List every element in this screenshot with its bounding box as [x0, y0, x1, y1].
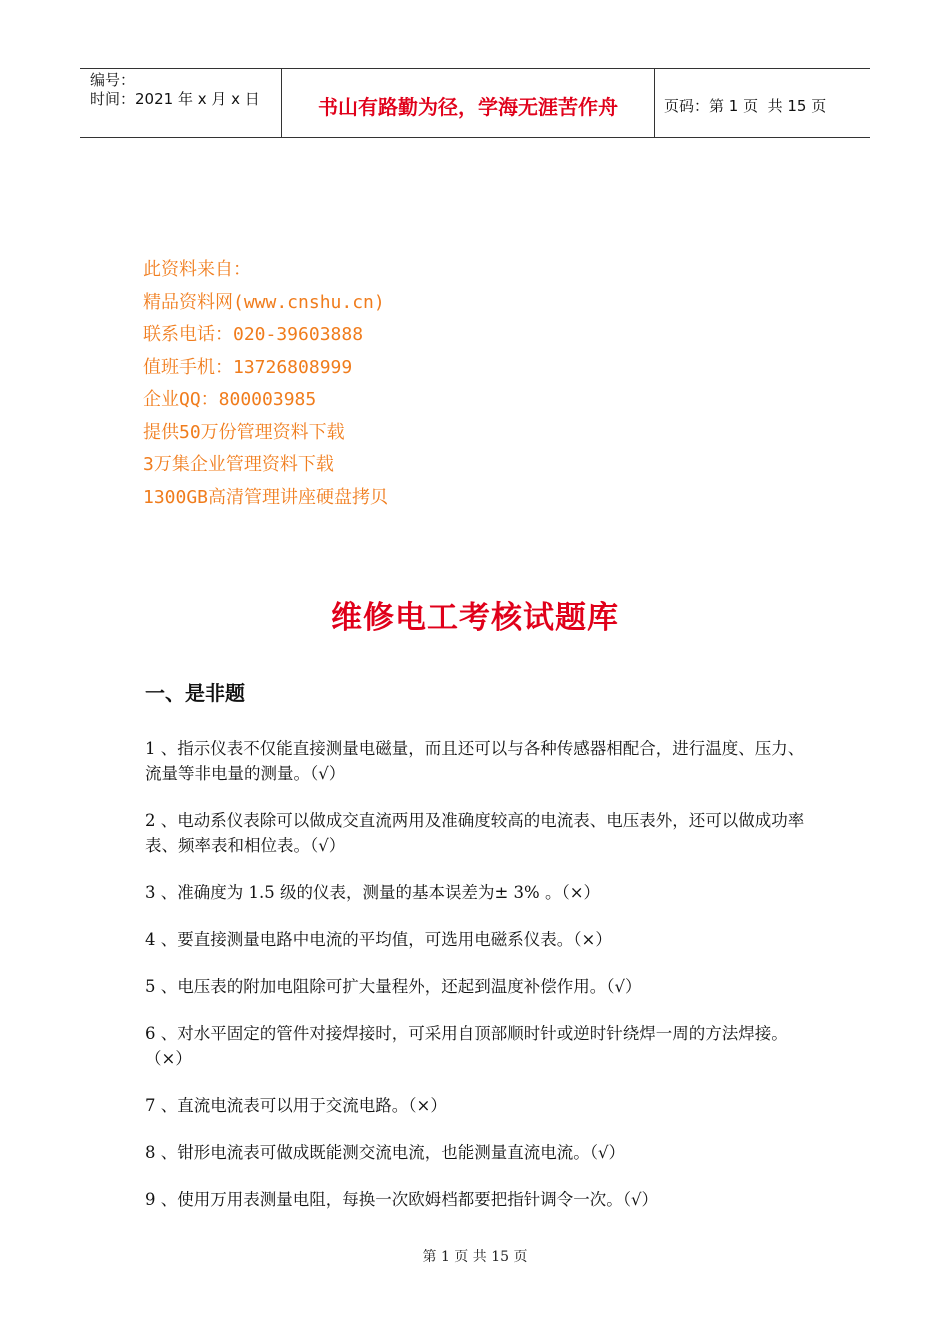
header-page-cell: [655, 69, 870, 137]
header-time-label: 时间：2021 年 x 月 x 日: [90, 90, 260, 108]
header-motto: 书山有路勤为径，学海无涯苦作舟: [318, 94, 618, 119]
header-page-label: 页码：第 1 页 共 15 页: [664, 96, 827, 115]
source-line: 此资料来自：: [143, 259, 251, 280]
question-item: 7 、直流电流表可以用于交流电路。（×）: [145, 1096, 447, 1115]
question-item: 4 、要直接测量电路中电流的平均值，可选用电磁系仪表。（×）: [145, 930, 612, 949]
section-title: 一、是非题: [145, 681, 245, 705]
question-item: 2 、电动系仪表除可以做成交直流两用及准确度较高的电流表、电压表外，还可以做成功率表、频率表和相位表。（√）: [145, 811, 805, 855]
document-title: 维修电工考核试题库: [331, 600, 619, 636]
source-line: 提供50万份管理资料下载: [143, 421, 345, 443]
source-line: 精品资料网(www.cnshu.cn): [143, 291, 385, 313]
source-info-block: [143, 254, 388, 514]
question-item: 8 、钳形电流表可做成既能测交流电流，也能测量直流电流。（√）: [145, 1143, 626, 1162]
header-meta-cell: [80, 69, 282, 137]
source-line: 1300GB高清管理讲座硬盘拷贝: [143, 486, 389, 508]
source-line: 企业QQ：800003985: [143, 389, 317, 410]
question-item: 5 、电压表的附加电阻除可扩大量程外，还起到温度补偿作用。（√）: [145, 977, 642, 996]
question-item: 9 、使用万用表测量电阻，每换一次欧姆档都要把指针调令一次。（√）: [145, 1190, 659, 1209]
question-item: 6 、对水平固定的管件对接焊接时，可采用自顶部顺时针或逆时针绕焊一周的方法焊接。（×）: [145, 1024, 788, 1068]
source-line: 值班手机：13726808999: [143, 356, 353, 378]
document-header: [80, 68, 870, 138]
question-item: 1 、指示仪表不仅能直接测量电磁量，而且还可以与各种传感器相配合，进行温度、压力、流量等非电量的测量。（√）: [145, 739, 805, 783]
page-footer: 第 1 页 共 15 页: [422, 1249, 528, 1265]
question-list: [145, 736, 805, 1234]
question-item: 3 、准确度为 1.5 级的仪表，测量的基本误差为± 3% 。（×）: [145, 883, 601, 902]
header-motto-cell: [282, 69, 655, 137]
source-line: 联系电话：020-39603888: [143, 324, 364, 345]
source-line: 3万集企业管理资料下载: [143, 454, 334, 475]
header-number-label: 编号：: [90, 71, 136, 89]
